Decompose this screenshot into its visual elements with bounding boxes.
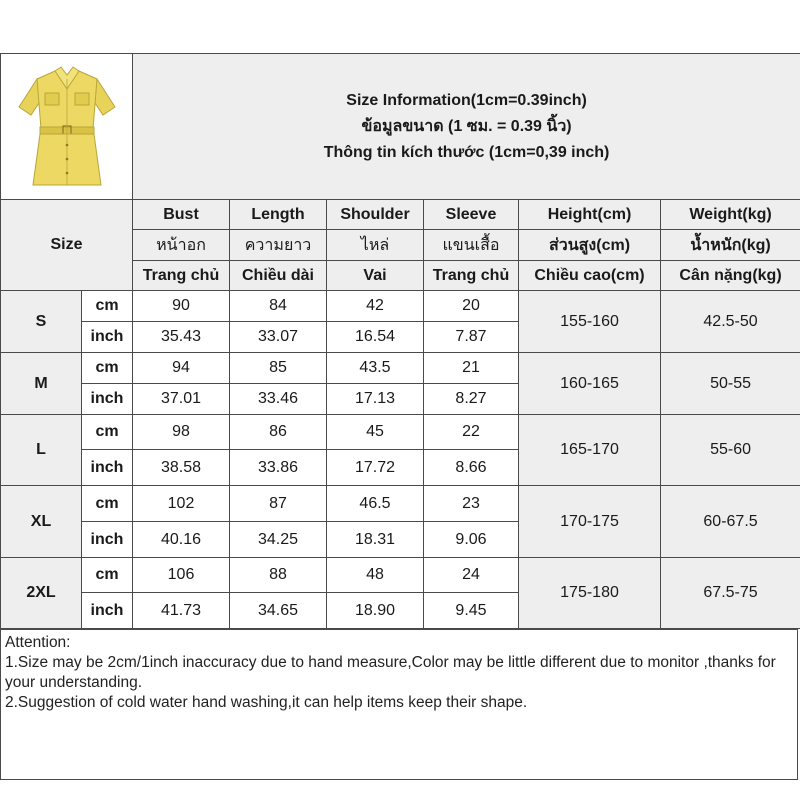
sleeve-cm: 21 [424,353,519,384]
bust-inch: 40.16 [133,522,230,558]
table-row [1,353,800,384]
shoulder-inch: 18.31 [327,522,424,558]
table-row [1,291,800,322]
weight-range: 50-55 [661,353,800,415]
length-inch: 33.86 [230,450,327,486]
length-cm: 85 [230,353,327,384]
table-row [1,486,800,522]
header-weight-en: Weight(kg) [661,200,800,230]
shoulder-cm: 42 [327,291,424,322]
height-range: 175-180 [519,558,661,629]
sleeve-cm: 20 [424,291,519,322]
unit-label: cm [82,291,133,322]
unit-label: inch [82,322,133,353]
header-weight-th: น้ำหนัก(kg) [661,230,800,261]
title-vietnamese: Thông tin kích thước (1cm=0,39 inch) [323,143,610,161]
header-sleeve-th: แขนเสื้อ [424,230,519,261]
size-label-s: S [1,291,82,353]
header-shoulder-en: Shoulder [327,200,424,230]
length-cm: 86 [230,415,327,450]
unit-label: cm [82,415,133,450]
header-sleeve-en: Sleeve [424,200,519,230]
bust-inch: 38.58 [133,450,230,486]
header-length-en: Length [230,200,327,230]
sleeve-inch: 8.66 [424,450,519,486]
height-range: 165-170 [519,415,661,486]
shoulder-cm: 43.5 [327,353,424,384]
unit-label: inch [82,593,133,629]
sleeve-cm: 24 [424,558,519,593]
shoulder-inch: 17.13 [327,384,424,415]
title-cell [133,54,800,200]
sleeve-inch: 7.87 [424,322,519,353]
unit-label: inch [82,384,133,415]
size-label-l: L [1,415,82,486]
sleeve-inch: 9.45 [424,593,519,629]
bust-inch: 41.73 [133,593,230,629]
size-label-2xl: 2XL [1,558,82,629]
shoulder-cm: 46.5 [327,486,424,522]
bust-cm: 98 [133,415,230,450]
bust-cm: 94 [133,353,230,384]
bust-cm: 90 [133,291,230,322]
table-row [1,415,800,450]
sleeve-cm: 22 [424,415,519,450]
title-english: Size Information(1cm=0.39inch) [346,91,587,109]
size-label-m: M [1,353,82,415]
unit-label: cm [82,486,133,522]
header-sleeve-vi: Trang chủ [424,261,519,291]
height-range: 160-165 [519,353,661,415]
unit-label: inch [82,450,133,486]
header-shoulder-vi: Vai [327,261,424,291]
header-shoulder-th: ไหล่ [327,230,424,261]
attention-note-1: 1.Size may be 2cm/1inch inaccuracy due to hand measure,Color may be little different due to monitor ,thanks for your understanding. [5,654,776,691]
size-label-xl: XL [1,486,82,558]
unit-label: cm [82,558,133,593]
header-bust-th: หน้าอก [133,230,230,261]
length-inch: 33.07 [230,322,327,353]
length-cm: 84 [230,291,327,322]
weight-range: 60-67.5 [661,486,800,558]
shoulder-inch: 18.90 [327,593,424,629]
header-weight-vi: Cân nặng(kg) [661,261,800,291]
height-range: 170-175 [519,486,661,558]
shoulder-cm: 45 [327,415,424,450]
shoulder-cm: 48 [327,558,424,593]
header-height-en: Height(cm) [519,200,661,230]
product-photo-cell [1,54,133,200]
header-length-vi: Chiều dài [230,261,327,291]
attention-note-2: 2.Suggestion of cold water hand washing,it can help items keep their shape. [5,694,528,711]
bust-inch: 35.43 [133,322,230,353]
unit-label: inch [82,522,133,558]
unit-label: cm [82,353,133,384]
header-bust-vi: Trang chủ [133,261,230,291]
size-chart [0,53,800,780]
bust-inch: 37.01 [133,384,230,415]
attention-notes [0,629,798,780]
header-height-th: ส่วนสูง(cm) [519,230,661,261]
weight-range: 67.5-75 [661,558,800,629]
sleeve-cm: 23 [424,486,519,522]
sleeve-inch: 9.06 [424,522,519,558]
weight-range: 42.5-50 [661,291,800,353]
yellow-shirt-dress-icon [7,59,127,195]
sleeve-inch: 8.27 [424,384,519,415]
size-header: Size [1,200,133,291]
length-inch: 33.46 [230,384,327,415]
attention-heading: Attention: [5,634,71,651]
shoulder-inch: 16.54 [327,322,424,353]
header-height-vi: Chiều cao(cm) [519,261,661,291]
length-cm: 88 [230,558,327,593]
weight-range: 55-60 [661,415,800,486]
header-bust-en: Bust [133,200,230,230]
table-row [1,558,800,593]
title-thai: ข้อมูลขนาด (1 ซม. = 0.39 นิ้ว) [361,117,572,135]
bust-cm: 102 [133,486,230,522]
header-length-th: ความยาว [230,230,327,261]
length-inch: 34.65 [230,593,327,629]
length-cm: 87 [230,486,327,522]
size-table [0,53,800,629]
shoulder-inch: 17.72 [327,450,424,486]
bust-cm: 106 [133,558,230,593]
length-inch: 34.25 [230,522,327,558]
height-range: 155-160 [519,291,661,353]
